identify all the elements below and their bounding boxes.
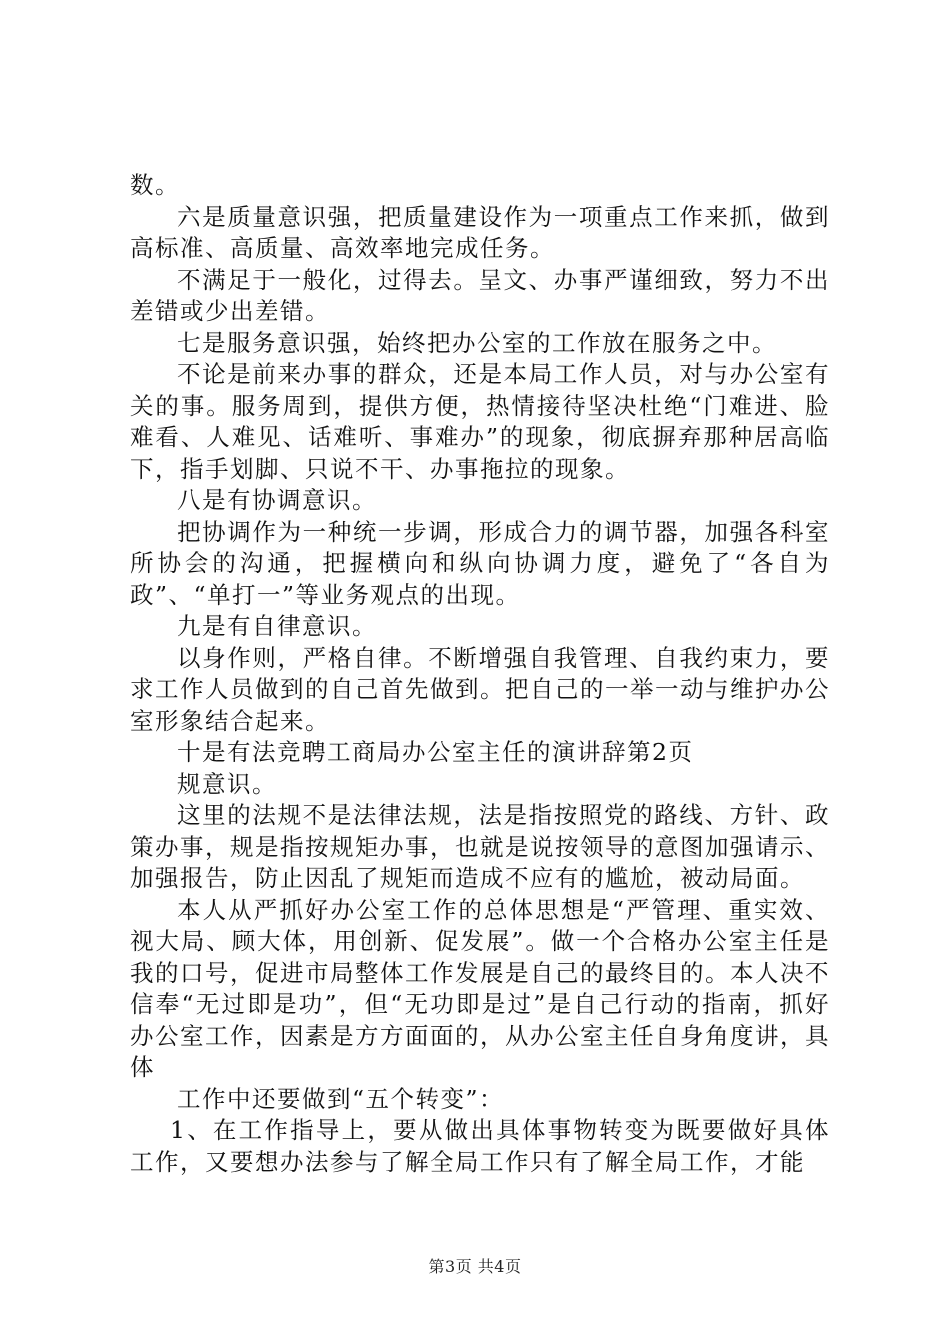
paragraph: 十是有法竞聘工商局办公室主任的演讲辞第2页 bbox=[177, 738, 694, 766]
paragraph: 1、在工作指导上，要从做出具体事物转变为既要做好具体工作，又要想办法参与了解全局工作只有了解全局工作，才能 bbox=[130, 1116, 830, 1176]
paragraph: 不论是前来办事的群众，还是本局工作人员，对与办公室有关的事。服务周到，提供方便，热情接待坚决杜绝“门难进、脸难看、人难见、话难听、事难办”的现象，彻底摒弃那种居高临下，指手划脚、只说不干、办事拖拉的现象。 bbox=[130, 360, 830, 483]
paragraph: 以身作则，严格自律。不断增强自我管理、自我约束力，要求工作人员做到的自己首先做到。把自己的一举一动与维护办公室形象结合起来。 bbox=[130, 643, 830, 735]
paragraph: 工作中还要做到“五个转变”： bbox=[177, 1084, 505, 1113]
document-body bbox=[130, 170, 830, 1178]
paragraph: 六是质量意识强，把质量建设作为一项重点工作来抓，做到高标准、高质量、高效率地完成任务。 bbox=[130, 202, 830, 262]
paragraph: 八是有协调意识。 bbox=[177, 486, 377, 514]
paragraph: 九是有自律意识。 bbox=[177, 612, 377, 640]
paragraph: 本人从严抓好办公室工作的总体思想是“严管理、重实效、视大局、顾大体，用创新、促发展”。做一个合格办公室主任是我的口号，促进市局整体工作发展是自己的最终目的。本人决不信奉“无过即是功”，但“无功即是过”是自己行动的指南，抓好办公室工作，因素是方方面面的，从办公室主任自身角度讲，具体 bbox=[130, 895, 830, 1081]
paragraph: 把协调作为一种统一步调，形成合力的调节器，加强各科室所协会的沟通，把握横向和纵向协调力度，避免了“各自为政”、“单打一”等业务观点的出现。 bbox=[130, 517, 830, 609]
paragraph: 规意识。 bbox=[177, 769, 277, 798]
page-footer: 第3页 共4页 bbox=[428, 1257, 522, 1276]
paragraph: 这里的法规不是法律法规，法是指按照党的路线、方针、政策办事，规是指按规矩办事，也就是说按领导的意图加强请示、加强报告，防止因乱了规矩而造成不应有的尴尬，被动局面。 bbox=[130, 801, 830, 892]
paragraph: 不满足于一般化，过得去。呈文、办事严谨细致，努力不出差错或少出差错。 bbox=[130, 265, 830, 325]
paragraph: 七是服务意识强，始终把办公室的工作放在服务之中。 bbox=[177, 328, 777, 357]
paragraph: 数。 bbox=[130, 171, 180, 199]
